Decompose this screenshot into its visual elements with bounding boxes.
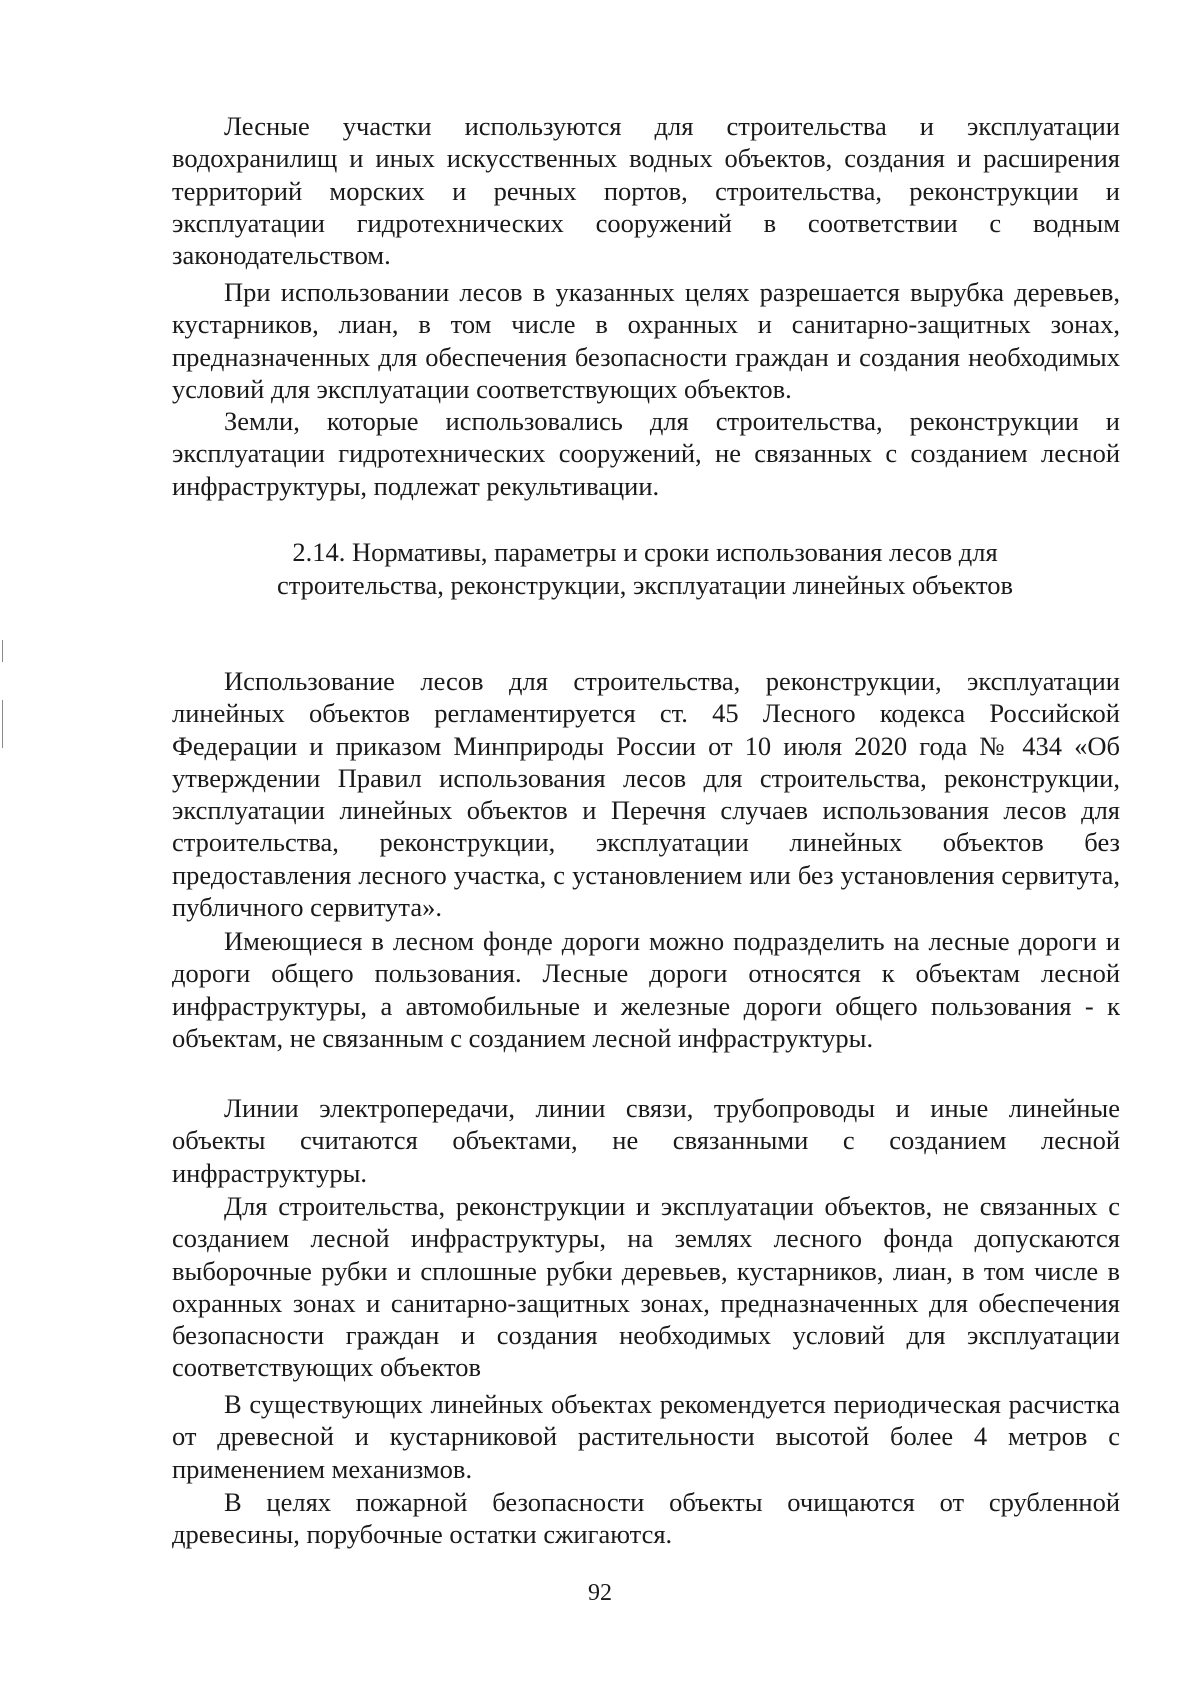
paragraph: Лесные участки используются для строительства и эксплуатации водохранилищ и иных искусственных водных объектов, создания и расширения территорий морских и речных портов, строительства, реконструкции и эксплуатации гидротехнических сооружений в соответствии с водным законодательством. [172, 111, 1120, 271]
paragraph: Линии электропередачи, линии связи, трубопроводы и иные линейные объекты считаются объектами, не связанными с созданием лесной инфраструктуры. [172, 1093, 1120, 1188]
scan-edge-mark [2, 640, 3, 662]
paragraph: Земли, которые использовались для строительства, реконструкции и эксплуатации гидротехнических сооружений, не связанных с созданием лесной инфраструктуры, подлежат рекультивации. [172, 406, 1120, 501]
section-heading: 2.14. Нормативы, параметры и сроки использования лесов для строительства, реконструкции, эксплуатации линейных объектов [277, 537, 1013, 600]
paragraph: При использовании лесов в указанных целях разрешается вырубка деревьев, кустарников, лиан, в том числе в охранных и санитарно-защитных зонах, предназначенных для обеспечения безопасности граждан и создания необходимых условий для эксплуатации соответствующих объектов. [172, 277, 1120, 404]
paragraph: Использование лесов для строительства, реконструкции, эксплуатации линейных объектов регламентируется ст. 45 Лесного кодекса Российской Федерации и приказом Минприроды России от 10 июля 2020 года № 434 «Об утверждении Правил использования лесов для строительства, реконструкции, эксплуатации линейных объектов и Перечня случаев использования лесов для строительства, реконструкции, эксплуатации линейных объектов без предоставления лесного участка, с установлением или без установления сервитута, публичного сервитута». [172, 666, 1120, 923]
paragraph: В целях пожарной безопасности объекты очищаются от срубленной древесины, порубочные остатки сжигаются. [172, 1487, 1120, 1550]
paragraph: Имеющиеся в лесном фонде дороги можно подразделить на лесные дороги и дороги общего пользования. Лесные дороги относятся к объектам лесной инфраструктуры, а автомобильные и железные дороги общего пользования - к объектам, не связанным с созданием лесной инфраструктуры. [172, 926, 1120, 1053]
scan-edge-mark [2, 700, 3, 748]
paragraph: Для строительства, реконструкции и эксплуатации объектов, не связанных с созданием лесной инфраструктуры, на землях лесного фонда допускаются выборочные рубки и сплошные рубки деревьев, кустарников, лиан, в том числе в охранных зонах и санитарно-защитных зонах, предназначенных для обеспечения безопасности граждан и создания необходимых условий для эксплуатации соответствующих объектов [172, 1191, 1120, 1383]
paragraph: В существующих линейных объектах рекомендуется периодическая расчистка от древесной и кустарниковой растительности высотой более 4 метров с применением механизмов. [172, 1389, 1120, 1484]
page-number: 92 [588, 1580, 612, 1606]
